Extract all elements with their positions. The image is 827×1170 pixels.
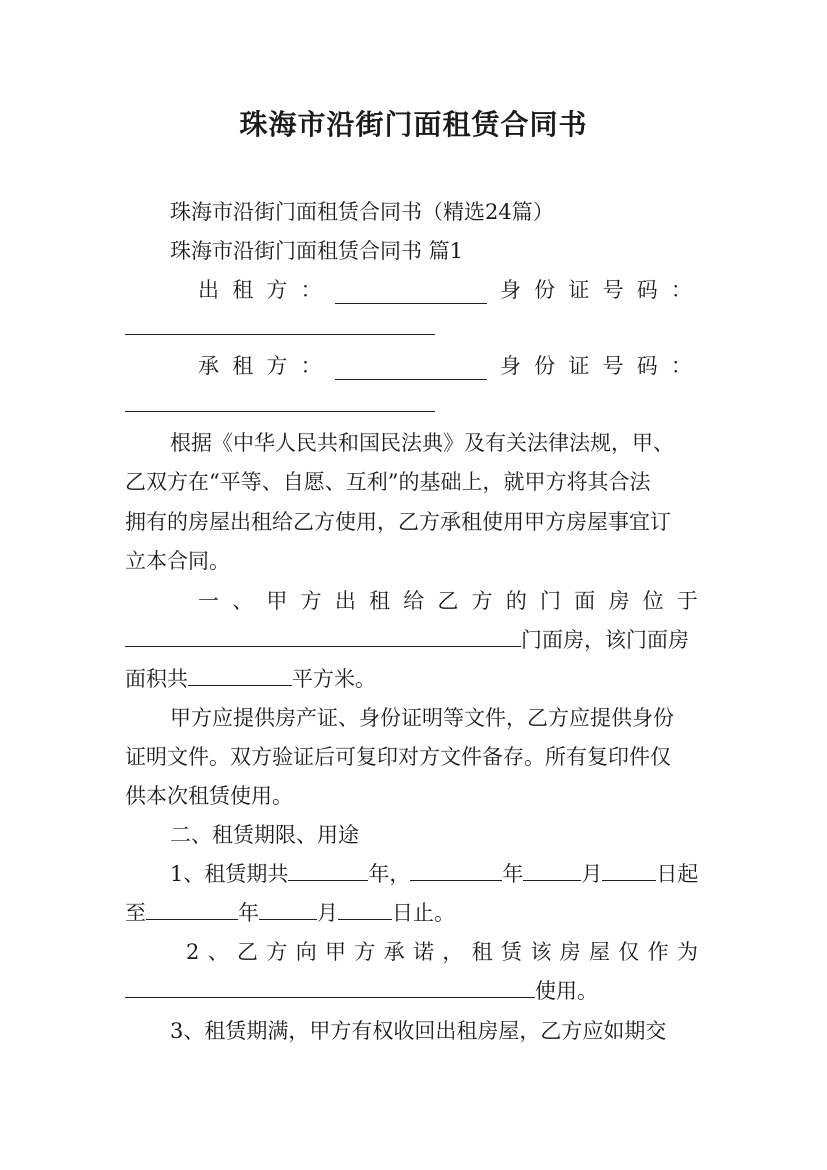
use-purpose-blank[interactable]: [125, 977, 535, 998]
use-char: 作: [647, 940, 669, 964]
lessee-label-char: 承: [198, 354, 219, 378]
id-label-char: 证: [568, 354, 590, 378]
term-text: 日止。: [392, 901, 455, 925]
document-subtitle: 珠海市沿街门面租赁合同书（精选24篇）: [170, 200, 554, 224]
clause-char: 位: [642, 589, 664, 613]
end-month-blank[interactable]: [259, 899, 317, 920]
clause-char: 乙: [437, 589, 459, 613]
term-text: 年: [502, 862, 524, 886]
clause-char: 方: [471, 589, 493, 613]
document-title: 珠海市沿街门面租赁合同书: [239, 108, 588, 141]
clause-char: 房: [608, 589, 630, 613]
paragraph-line: 甲方应提供房产证、身份证明等文件，乙方应提供身份: [170, 706, 674, 730]
area-label: 面积共: [125, 667, 188, 691]
clause-char: 给: [403, 589, 425, 613]
lessee-label-char: ：: [300, 354, 322, 378]
use-char: ，: [442, 940, 464, 964]
clause-char: 于: [676, 589, 698, 613]
lessor-label-char: 方: [266, 278, 288, 302]
lessor-label-char: 租: [232, 278, 254, 302]
use-char: 诺: [413, 940, 434, 964]
use-char: 方: [266, 940, 288, 964]
use-char: 仅: [618, 940, 640, 964]
lessee-label-char: 方: [266, 354, 288, 378]
use-char: 屋: [588, 940, 610, 964]
clause-char: 门: [540, 589, 562, 613]
term-text: 年，: [368, 862, 411, 886]
term-line1: [170, 860, 748, 888]
paragraph-line: 证明文件。双方验证后可复印对方文件备存。所有复印件仅: [125, 745, 671, 769]
id-label-char: 份: [534, 354, 556, 378]
lessee-label-char: 租: [232, 354, 254, 378]
id-label-char: ：: [670, 354, 692, 378]
section-2-heading: 二、租赁期限、用途: [170, 823, 359, 847]
use-line: [186, 938, 698, 966]
use-char: 、: [207, 940, 229, 964]
lessor-id-blank[interactable]: [125, 334, 435, 335]
section-heading: 珠海市沿街门面租赁合同书 篇1: [170, 239, 464, 263]
end-day-blank[interactable]: [338, 899, 392, 920]
use-char: 甲: [325, 940, 347, 964]
id-label-char: ：: [670, 278, 692, 302]
clause-char: 的: [505, 589, 527, 613]
use-line2: [125, 977, 703, 1005]
clause-char: 出: [334, 589, 356, 613]
clause-char: 一: [198, 589, 219, 613]
use-char: 乙: [237, 940, 259, 964]
id-label-char: 码: [636, 278, 658, 302]
expiry-line: 3、租赁期满，甲方有权收回出租房屋，乙方应如期交: [170, 1019, 667, 1043]
lessee-id-blank[interactable]: [125, 411, 435, 412]
lessor-label-char: ：: [300, 278, 322, 302]
clause-char: 、: [232, 589, 254, 613]
term-years-blank[interactable]: [288, 860, 368, 881]
term-text: 至: [125, 901, 146, 925]
id-label-char: 份: [534, 278, 556, 302]
term-text: 月: [317, 901, 338, 925]
lessor-name-blank[interactable]: [335, 283, 487, 304]
clause-char: 方: [300, 589, 322, 613]
use-char: 租: [471, 940, 493, 964]
use-char: 承: [383, 940, 405, 964]
clause-char: 面: [574, 589, 596, 613]
term-text: 1、租赁期共: [170, 862, 289, 886]
area-blank[interactable]: [188, 665, 292, 686]
paragraph-line: 立本合同。: [125, 549, 230, 573]
use-char: 2: [186, 940, 200, 964]
term-text: 日起: [656, 862, 699, 886]
id-label-char: 身: [499, 278, 521, 302]
clause1-line: [198, 587, 698, 615]
lessor-label-char: 出: [198, 278, 219, 302]
clause-char: 甲: [266, 589, 288, 613]
clause1-tail: 门面房，该门面房: [521, 628, 689, 652]
paragraph-line: 供本次租赁使用。: [125, 784, 293, 808]
term-text: 月: [581, 862, 603, 886]
id-label-char: 码: [636, 354, 658, 378]
use-char: 该: [530, 940, 552, 964]
clause-char: 租: [369, 589, 391, 613]
term-text: 年: [238, 901, 259, 925]
id-label-char: 证: [568, 278, 590, 302]
use-char: 赁: [500, 940, 522, 964]
start-month-blank[interactable]: [523, 860, 581, 881]
area-unit: 平方米。: [292, 667, 376, 691]
use-char: 向: [295, 940, 317, 964]
lessor-row: [198, 276, 692, 304]
use-char: 房: [559, 940, 581, 964]
start-year-blank[interactable]: [410, 860, 502, 881]
clause1-line3: [125, 665, 703, 693]
lessee-row: [198, 352, 692, 380]
start-day-blank[interactable]: [602, 860, 656, 881]
id-label-char: 号: [602, 278, 624, 302]
id-label-char: 号: [602, 354, 624, 378]
paragraph-line: 拥有的房屋出租给乙方使用，乙方承租使用甲方房屋事宜订: [125, 510, 671, 534]
id-label-char: 身: [499, 354, 521, 378]
clause1-line2: [125, 626, 703, 654]
paragraph-line: 根据《中华人民共和国民法典》及有关法律法规，甲、: [170, 431, 674, 455]
location-blank[interactable]: [125, 626, 521, 647]
end-year-blank[interactable]: [146, 899, 238, 920]
paragraph-line: 乙双方在“平等、自愿、互利”的基础上，就甲方将其合法: [125, 470, 651, 494]
use-char: 为: [676, 940, 698, 964]
use-char: 方: [354, 940, 376, 964]
use-tail: 使用。: [535, 979, 598, 1003]
term-line2: [125, 899, 703, 927]
lessee-name-blank[interactable]: [335, 359, 487, 380]
